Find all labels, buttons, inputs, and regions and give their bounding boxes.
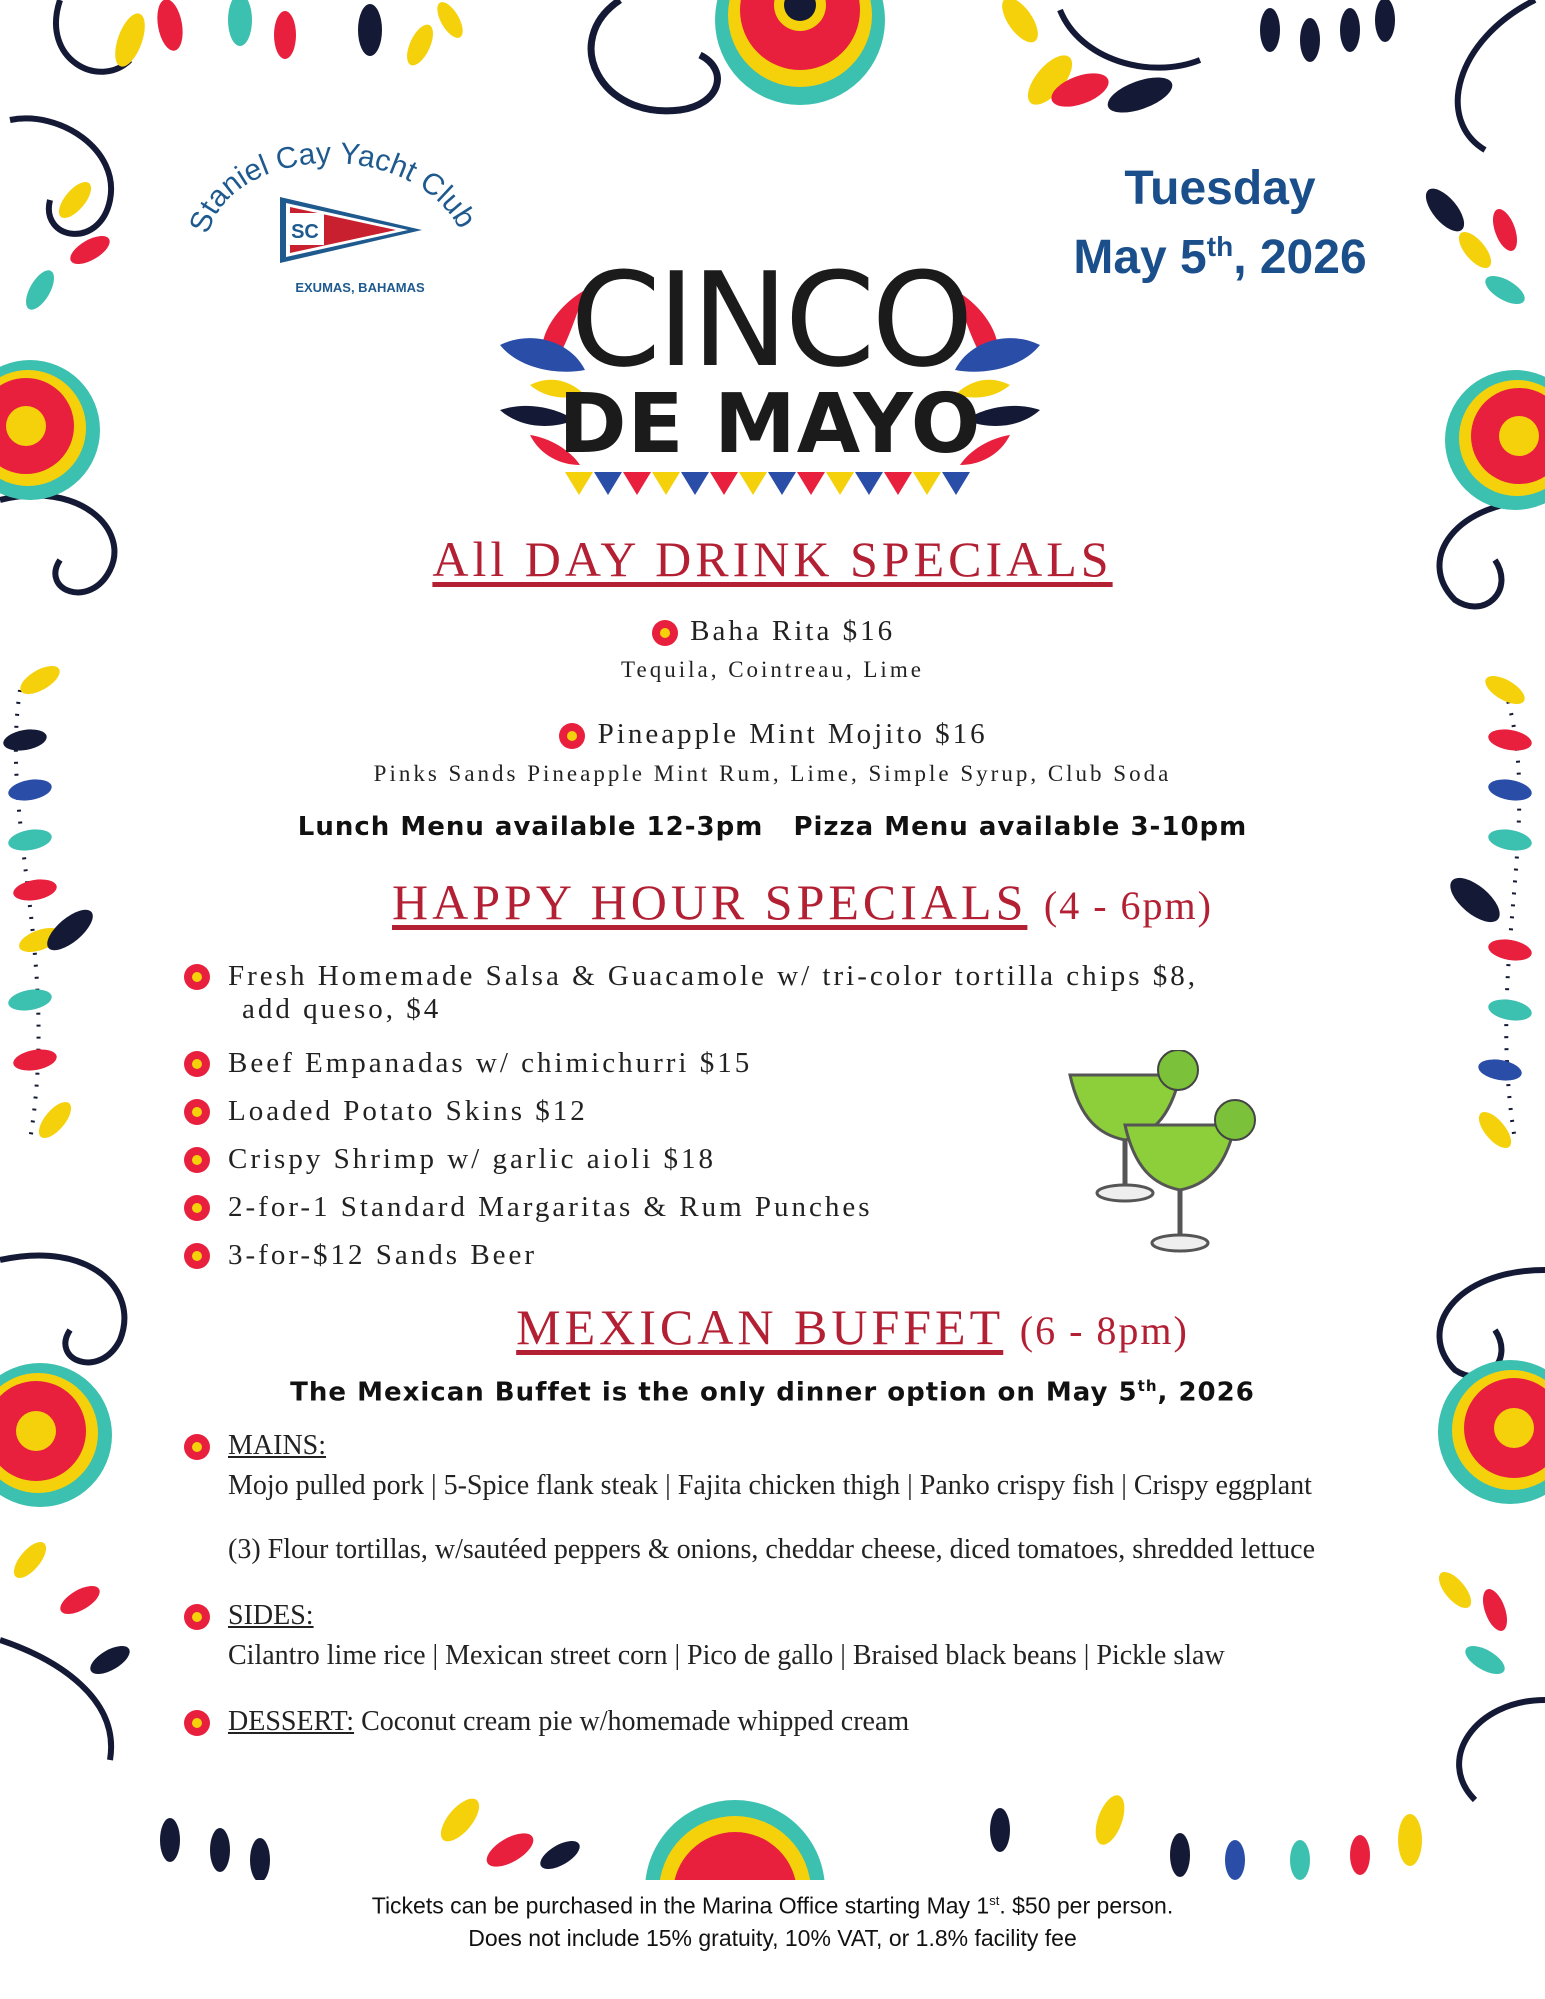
list-item: [180, 960, 1380, 993]
title-line-1: CINCO: [570, 244, 970, 396]
flower-bullet-icon: [182, 1708, 212, 1738]
menu-hours-line: Lunch Menu available 12-3pm Pizza Menu available 3-10pm: [297, 812, 1248, 842]
happy-hour-item-1: Fresh Homemade Salsa & Guacamole w/ tri-color tortilla chips $8,: [228, 960, 1198, 992]
drink-item-1-name: Baha Rita $16: [690, 615, 896, 647]
buffet-note-prefix: The Mexican Buffet is the only dinner option on May 5: [290, 1377, 1138, 1408]
buffet-mains-row: [180, 1430, 1460, 1470]
flower-bullet-icon: [182, 1193, 212, 1223]
top-floral-border: [0, 0, 1545, 150]
flower-bullet-icon: [650, 618, 680, 648]
mexican-buffet-heading-text: MEXICAN BUFFET: [516, 1299, 1004, 1355]
logo-location: EXUMAS, BAHAMAS: [295, 280, 425, 295]
ticket-footer: [0, 1885, 1545, 1954]
drink-item-2-name: Pineapple Mint Mojito $16: [597, 718, 988, 750]
happy-hour-heading: [0, 873, 1545, 931]
event-year: , 2026: [1233, 231, 1367, 284]
event-month: May 5: [1073, 231, 1207, 284]
buffet-mains-line-1: Mojo pulled pork | 5-Spice flank steak | Fajita chicken thigh | Panko crispy fish | Crispy eggplant: [228, 1470, 1312, 1501]
buffet-note-suffix: , 2026: [1157, 1377, 1255, 1408]
buffet-mains-label: MAINS:: [228, 1430, 327, 1461]
happy-hour-item-5: 2-for-1 Standard Margaritas & Rum Punches: [228, 1191, 873, 1223]
event-day: Tuesday: [1124, 162, 1316, 215]
happy-hour-item-2: Beef Empanadas w/ chimichurri $15: [228, 1047, 753, 1079]
bunting-decoration: [565, 472, 970, 495]
footer-line-1: [0, 1885, 1545, 1922]
title-line-2: DE MAYO: [558, 377, 982, 472]
buffet-menu: [180, 1430, 1460, 1738]
event-date: [1040, 160, 1400, 287]
flower-bullet-icon: [182, 1145, 212, 1175]
footer-line-1-ordinal: st: [989, 1893, 1000, 1908]
happy-hour-item-1-cont: add queso, $4: [242, 993, 442, 1025]
buffet-sides-row: [180, 1600, 1460, 1640]
buffet-note: [0, 1377, 1545, 1408]
buffet-dessert-text: Coconut cream pie w/homemade whipped cream: [354, 1706, 910, 1737]
flower-bullet-icon: [182, 1241, 212, 1271]
buffet-mains-line-2: (3) Flour tortillas, w/sautéed peppers & onions, cheddar cheese, diced tomatoes, shredded lettuce: [228, 1534, 1315, 1565]
flower-bullet-icon: [557, 721, 587, 751]
flower-bullet-icon: [182, 1432, 212, 1462]
yacht-club-burgee-icon: [190, 135, 480, 275]
happy-hour-heading-text: HAPPY HOUR SPECIALS: [392, 874, 1028, 930]
flower-bullet-icon: [182, 1097, 212, 1127]
buffet-sides-label: SIDES:: [228, 1600, 314, 1631]
drink-item-1-desc: Tequila, Cointreau, Lime: [621, 657, 924, 682]
buffet-sides-line: Cilantro lime rice | Mexican street corn | Pico de gallo | Braised black beans | Pickle slaw: [228, 1640, 1225, 1671]
drink-item-1: [0, 615, 1545, 648]
event-full-date: [1040, 218, 1400, 287]
drink-item-2-desc: Pinks Sands Pineapple Mint Rum, Lime, Simple Syrup, Club Soda: [373, 761, 1172, 786]
footer-line-1-prefix: Tickets can be purchased in the Marina Office starting May 1: [371, 1892, 990, 1919]
svg-text:SC: SC: [291, 221, 319, 243]
margarita-glasses-icon: [1060, 1050, 1280, 1260]
buffet-note-ordinal: th: [1137, 1377, 1158, 1395]
footer-line-1-suffix: . $50 per person.: [999, 1892, 1174, 1919]
mexican-buffet-time: (6 - 8pm): [1019, 1308, 1189, 1353]
drink-specials-heading-text: All DAY DRINK SPECIALS: [432, 531, 1113, 587]
left-floral-border: [0, 0, 150, 1880]
footer-line-2: Does not include 15% gratuity, 10% VAT, or 1.8% facility fee: [468, 1924, 1077, 1951]
happy-hour-item-4: Crispy Shrimp w/ garlic aioli $18: [228, 1143, 717, 1175]
happy-hour-item-3: Loaded Potato Skins $12: [228, 1095, 588, 1127]
buffet-dessert-row: [180, 1706, 1460, 1738]
flower-bullet-icon: [182, 1049, 212, 1079]
flower-bullet-icon: [182, 1602, 212, 1632]
logo-arc-text: taniel Cay Yacht Club: [193, 136, 480, 234]
mexican-buffet-heading: [0, 1298, 1545, 1356]
cinco-de-mayo-title: [490, 244, 1050, 500]
bottom-floral-border: [0, 1780, 1545, 1880]
flower-bullet-icon: [182, 962, 212, 992]
happy-hour-time: (4 - 6pm): [1043, 883, 1213, 928]
event-ordinal: th: [1206, 231, 1234, 262]
yacht-club-logo: [190, 135, 480, 305]
drink-specials-heading: [0, 530, 1545, 588]
happy-hour-item-6: 3-for-$12 Sands Beer: [228, 1239, 538, 1271]
drink-item-2: [0, 718, 1545, 751]
list-item-continuation: [180, 993, 1380, 1047]
buffet-dessert-label: DESSERT:: [228, 1706, 355, 1737]
